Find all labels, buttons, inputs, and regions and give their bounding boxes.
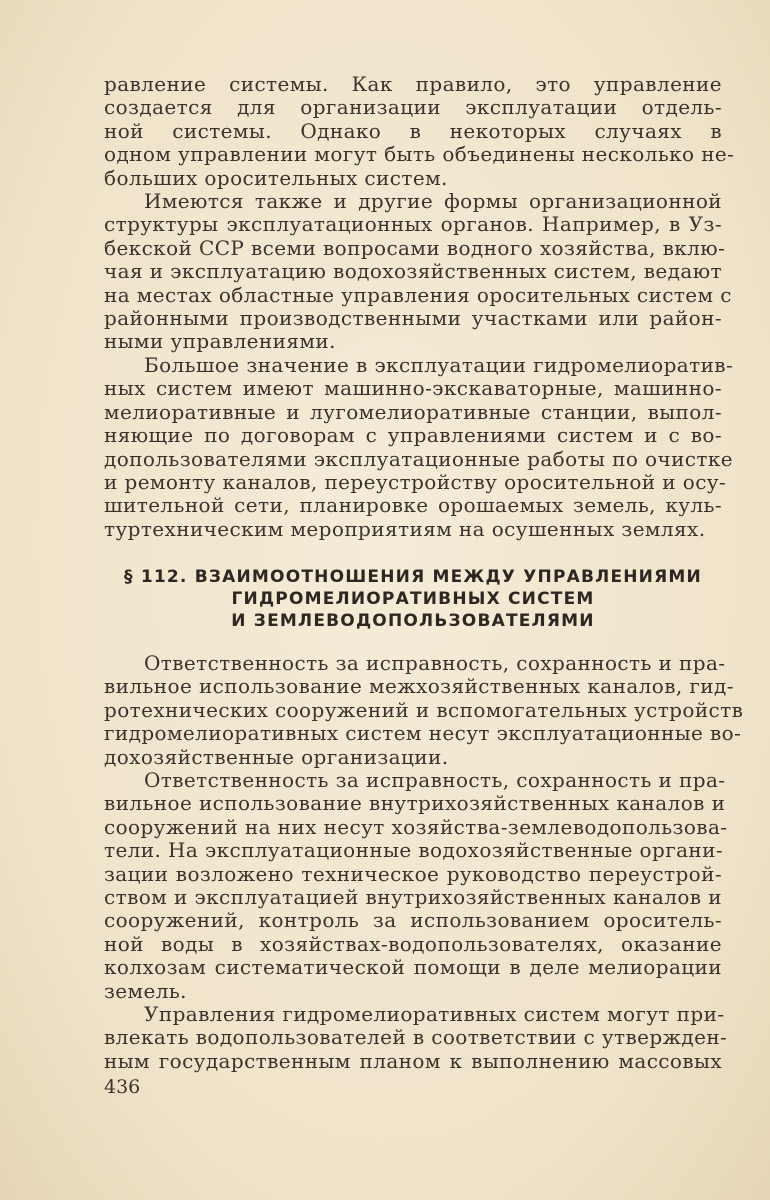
text-line: одном управлении могут быть объединены несколько не- [104, 142, 735, 167]
page-number: 436 [104, 1076, 141, 1098]
text-line: ных систем имеют машинно-экскаваторные, машинно- [104, 376, 722, 401]
text-line: земель. [104, 978, 187, 1003]
text-line: на местах областные управления оросительных систем с [104, 282, 732, 307]
paragraph-2 [104, 189, 732, 354]
text-line: влекать водопользователей в соответствии с утвержден- [104, 1025, 728, 1050]
text-line: сооружений, контроль за использованием ороситель- [104, 908, 722, 933]
text-line: Большое значение в эксплуатации гидромелиоратив- [144, 353, 734, 377]
section-heading [104, 566, 722, 632]
text-line: дохозяйственные организации. [104, 744, 449, 769]
text-line: ством и эксплуатацией внутрихозяйственных каналов и [104, 884, 722, 909]
text-line: больших оросительных систем. [104, 165, 448, 190]
paragraph-4 [104, 651, 744, 769]
heading-line: § 112. ВЗАИМООТНОШЕНИЯ МЕЖДУ УПРАВЛЕНИЯМИ [124, 567, 702, 587]
text-line: Ответственность за исправность, сохранность и пра- [144, 768, 726, 792]
text-line: ными управлениями. [104, 329, 336, 354]
text-line: зации возложено техническое руководство переустрой- [104, 861, 722, 886]
text-line: няющие по договорам с управлениями систем и с во- [104, 423, 722, 448]
text-line: ротехнических сооружений и вспомогательных устройств [104, 697, 744, 722]
text-line: равление системы. Как правило, это управление [104, 72, 722, 96]
text-line: шительной сети, планировке орошаемых земель, куль- [104, 493, 722, 518]
text-line: Имеются также и другие формы организационной [144, 189, 722, 213]
text-line: ным государственным планом к выполнению массовых [104, 1048, 722, 1073]
text-line: сооружений на них несут хозяйства-землеводопользова- [104, 814, 728, 839]
heading-line: И ЗЕМЛЕВОДОПОЛЬЗОВАТЕЛЯМИ [231, 611, 595, 631]
text-line: районными производственными участками или район- [104, 305, 722, 330]
text-line: туртехническим мероприятиям на осушенных землях. [104, 516, 706, 541]
text-line: Управления гидромелиоративных систем могут при- [144, 1002, 725, 1026]
paragraph-1 [104, 72, 735, 190]
text-line: вильное использование межхозяйственных каналов, гид- [104, 674, 734, 699]
text-line: допользователями эксплуатационные работы по очистке [104, 446, 734, 471]
paragraph-3 [104, 353, 734, 541]
text-line: ной воды в хозяйствах-водопользователях, оказание [104, 931, 722, 956]
text-line: структуры эксплуатационных органов. Например, в Уз- [104, 212, 722, 237]
text-line: гидромелиоративных систем несут эксплуатационные во- [104, 721, 742, 746]
paragraph-5 [104, 768, 728, 1003]
text-line: бекской ССР всеми вопросами водного хозяйства, вклю- [104, 235, 726, 260]
text-line: мелиоративные и лугомелиоративные станции, выпол- [104, 399, 722, 424]
paragraph-6 [104, 1002, 728, 1073]
text-line: тели. На эксплуатационные водохозяйственные органи- [104, 838, 724, 863]
text-line: вильное использование внутрихозяйственных каналов и [104, 791, 726, 816]
text-line: чая и эксплуатацию водохозяйственных систем, ведают [104, 259, 722, 284]
text-line: колхозам систематической помощи в деле мелиорации [104, 955, 722, 980]
text-line: ной системы. Однако в некоторых случаях в [104, 118, 722, 143]
text-line: создается для организации эксплуатации отдель- [104, 95, 722, 120]
heading-line: ГИДРОМЕЛИОРАТИВНЫХ СИСТЕМ [231, 589, 595, 609]
text-line: и ремонту каналов, переустройству оросительной и осу- [104, 469, 727, 494]
text-line: Ответственность за исправность, сохранность и пра- [144, 651, 726, 675]
